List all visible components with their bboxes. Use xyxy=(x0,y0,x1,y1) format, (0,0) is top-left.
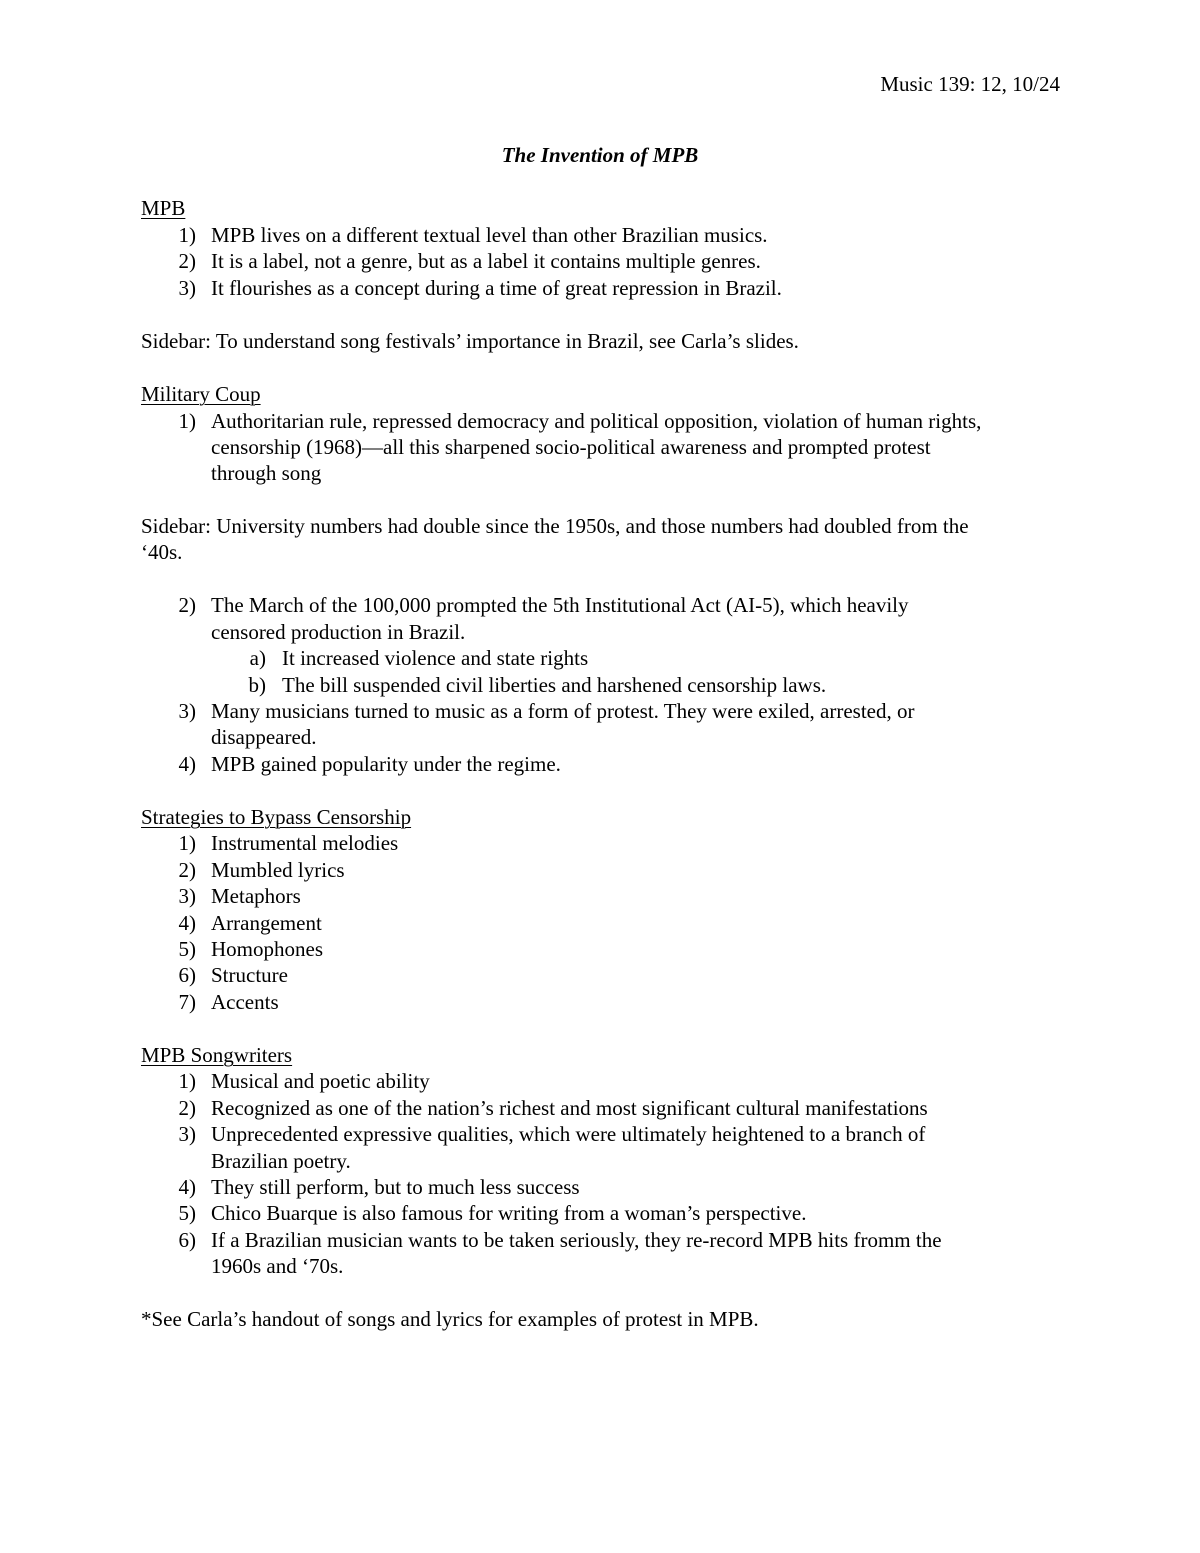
list-text: Recognized as one of the nation’s richest and most significant cultural manifestations xyxy=(211,1096,928,1120)
list-text: MPB lives on a different textual level than other Brazilian musics. xyxy=(211,223,768,247)
list-number: 3) xyxy=(178,276,196,300)
list-text: It flourishes as a concept during a time of great repression in Brazil. xyxy=(211,276,782,300)
section-heading-songwriters: MPB Songwriters xyxy=(141,1043,293,1067)
section-heading-military-coup: Military Coup xyxy=(141,382,261,406)
list-text: Many musicians turned to music as a form of protest. They were exiled, arrested, or xyxy=(211,699,915,723)
list-number: 4) xyxy=(178,752,196,776)
list-text: Arrangement xyxy=(211,911,322,935)
sidebar-note-continuation: ‘40s. xyxy=(141,540,183,564)
section-heading-mpb: MPB xyxy=(141,196,186,220)
list-number: 5) xyxy=(178,1201,196,1225)
list-text: Authoritarian rule, repressed democracy and political opposition, violation of human rights, xyxy=(211,409,982,433)
list-text: Instrumental melodies xyxy=(211,831,399,855)
list-number: 6) xyxy=(178,963,196,987)
course-header: Music 139: 12, 10/24 xyxy=(880,72,1060,96)
list-text: Metaphors xyxy=(211,884,301,908)
list-text: Accents xyxy=(211,990,279,1014)
list-text: 1960s and ‘70s. xyxy=(211,1254,344,1278)
list-number: 2) xyxy=(178,1096,196,1120)
list-text: Unprecedented expressive qualities, which were ultimately heightened to a branch of xyxy=(211,1122,926,1146)
section-heading-strategies: Strategies to Bypass Censorship xyxy=(141,805,412,829)
list-number: 1) xyxy=(178,1069,196,1093)
list-number: 1) xyxy=(178,409,196,433)
list-number: 7) xyxy=(178,990,196,1014)
list-text: It is a label, not a genre, but as a label it contains multiple genres. xyxy=(211,249,761,273)
list-text: The March of the 100,000 prompted the 5th Institutional Act (AI-5), which heavily xyxy=(211,593,909,617)
sidebar-note: Sidebar: University numbers had double since the 1950s, and those numbers had doubled from the xyxy=(141,514,969,538)
list-text: disappeared. xyxy=(211,725,317,749)
list-number: 3) xyxy=(178,884,196,908)
sidebar-note: Sidebar: To understand song festivals’ importance in Brazil, see Carla’s slides. xyxy=(141,329,799,353)
list-number: 3) xyxy=(178,699,196,723)
list-text: censored production in Brazil. xyxy=(211,620,466,644)
list-text: Chico Buarque is also famous for writing from a woman’s perspective. xyxy=(211,1201,807,1225)
list-number: 4) xyxy=(178,911,196,935)
list-text: through song xyxy=(211,461,322,485)
sub-list-letter: a) xyxy=(249,646,266,670)
list-number: 2) xyxy=(178,593,196,617)
list-number: 1) xyxy=(178,831,196,855)
list-number: 4) xyxy=(178,1175,196,1199)
list-number: 5) xyxy=(178,937,196,961)
list-number: 1) xyxy=(178,223,196,247)
footnote: *See Carla’s handout of songs and lyrics for examples of protest in MPB. xyxy=(141,1307,759,1331)
list-text: censorship (1968)—all this sharpened socio-political awareness and prompted protest xyxy=(211,435,931,459)
list-number: 2) xyxy=(178,858,196,882)
list-number: 6) xyxy=(178,1228,196,1252)
list-text: If a Brazilian musician wants to be taken seriously, they re-record MPB hits fromm the xyxy=(211,1228,942,1252)
list-text: Mumbled lyrics xyxy=(211,858,345,882)
list-text: They still perform, but to much less success xyxy=(211,1175,580,1199)
sub-list-text: It increased violence and state rights xyxy=(282,646,589,670)
list-text: MPB gained popularity under the regime. xyxy=(211,752,561,776)
list-text: Brazilian poetry. xyxy=(211,1149,351,1173)
list-text: Structure xyxy=(211,963,288,987)
list-text: Homophones xyxy=(211,937,323,961)
document-title: The Invention of MPB xyxy=(501,143,699,167)
list-number: 2) xyxy=(178,249,196,273)
list-text: Musical and poetic ability xyxy=(211,1069,430,1093)
sub-list-text: The bill suspended civil liberties and harshened censorship laws. xyxy=(282,673,827,697)
sub-list-letter: b) xyxy=(248,673,266,697)
list-number: 3) xyxy=(178,1122,196,1146)
